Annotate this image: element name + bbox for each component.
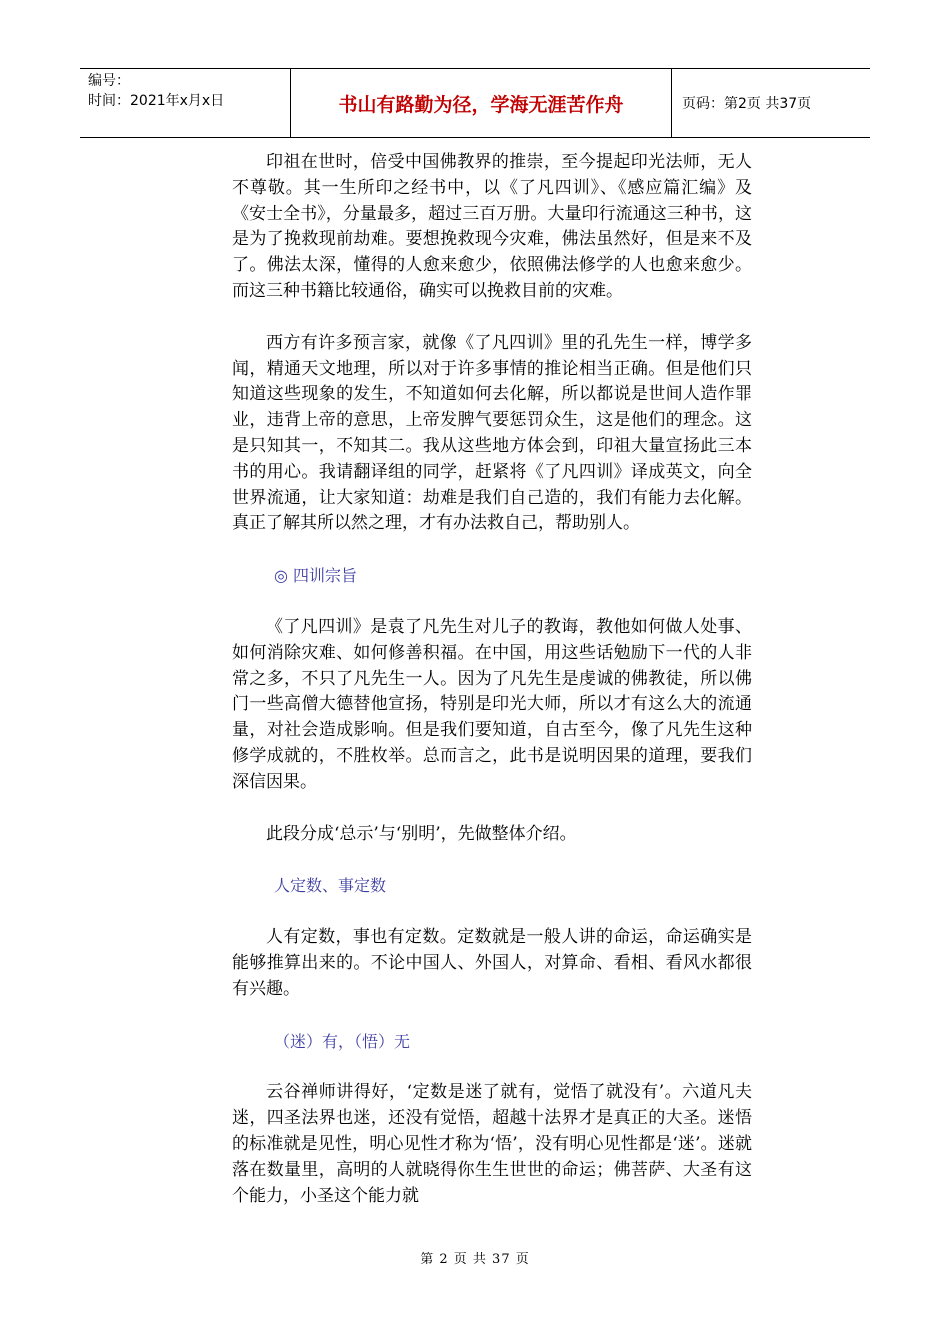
footer-page-number: 第 2 页 共 37 页: [420, 1252, 530, 1267]
number-label: 编号：: [88, 73, 130, 89]
paragraph-3: 《了凡四训》是袁了凡先生对儿子的教诲，教他如何做人处事、如何消除灾难、如何修善积福。在中国，用这些话勉励下一代的人非常之多，不只了凡先生一人。因为了凡先生是虔诚的佛教徒，所以佛门一些高僧大德替他宣扬，特别是印光大师，所以才有这么大的流通量，对社会造成影响。但是我们要知道，自古至今，像了凡先生这种修学成就的，不胜枚举。总而言之，此书是说明因果的道理，要我们深信因果。: [232, 616, 752, 792]
page-header: [80, 68, 870, 138]
paragraph-1: 印祖在世时，倍受中国佛教界的推崇，至今提起印光法师，无人不尊敬。其一生所印之经书中，以《了凡四训》、《感应篇汇编》及《安士全书》，分量最多，超过三百万册。大量印行流通这三种书，这是为了挽救现前劫难。要想挽救现今灾难，佛法虽然好，但是来不及了。佛法太深，懂得的人愈来愈少，依照佛法修学的人也愈来愈少。而这三种书籍比较通俗，确实可以挽救目前的灾难。: [232, 152, 752, 301]
page-footer: [0, 1248, 950, 1267]
section-heading-miwu: （迷）有，（悟）无: [274, 1031, 411, 1051]
paragraph-6: 云谷禅师讲得好，‘定数是迷了就有，觉悟了就没有’。六道凡夫迷，四圣法界也迷，还没有觉悟，超越十法界才是真正的大圣。迷悟的标准就是见性，明心见性才称为‘悟’，没有明心见性都是‘迷’。迷就落在数量里，高明的人就晓得你生生世世的命运；佛菩萨、大圣有这个能力，小圣这个能力就: [232, 1082, 752, 1206]
section-heading-dingshu: 人定数、事定数: [274, 876, 387, 896]
header-meta: [80, 69, 291, 137]
header-motto: [291, 69, 672, 137]
motto-text: 书山有路勤为径，学海无涯苦作舟: [338, 93, 624, 116]
section-heading-sixun: ◎ 四训宗旨: [274, 566, 358, 586]
document-body: [232, 150, 752, 1209]
paragraph-5: 人有定数，事也有定数。定数就是一般人讲的命运，命运确实是能够推算出来的。不论中国人、外国人，对算命、看相、看风水都很有兴趣。: [232, 927, 752, 999]
paragraph-4: 此段分成‘总示’与‘别明’，先做整体介绍。: [266, 823, 577, 844]
paragraph-2: 西方有许多预言家，就像《了凡四训》里的孔先生一样，博学多闻，精通天文地理，所以对于许多事情的推论相当正确。但是他们只知道这些现象的发生，不知道如何去化解，所以都说是世间人造作罪业，违背上帝的意思，上帝发脾气要惩罚众生，这是他们的理念。这是只知其一，不知其二。我从这些地方体会到，印祖大量宣扬此三本书的用心。我请翻译组的同学，赶紧将《了凡四训》译成英文，向全世界流通，让大家知道：劫难是我们自己造的，我们有能力去化解。真正了解其所以然之理，才有办法救自己，帮助别人。: [232, 332, 752, 534]
page-info-text: 页码：第2页 共37页: [682, 96, 812, 112]
header-page-info: [672, 69, 870, 137]
date-label: 时间：2021年x月x日: [88, 93, 225, 109]
